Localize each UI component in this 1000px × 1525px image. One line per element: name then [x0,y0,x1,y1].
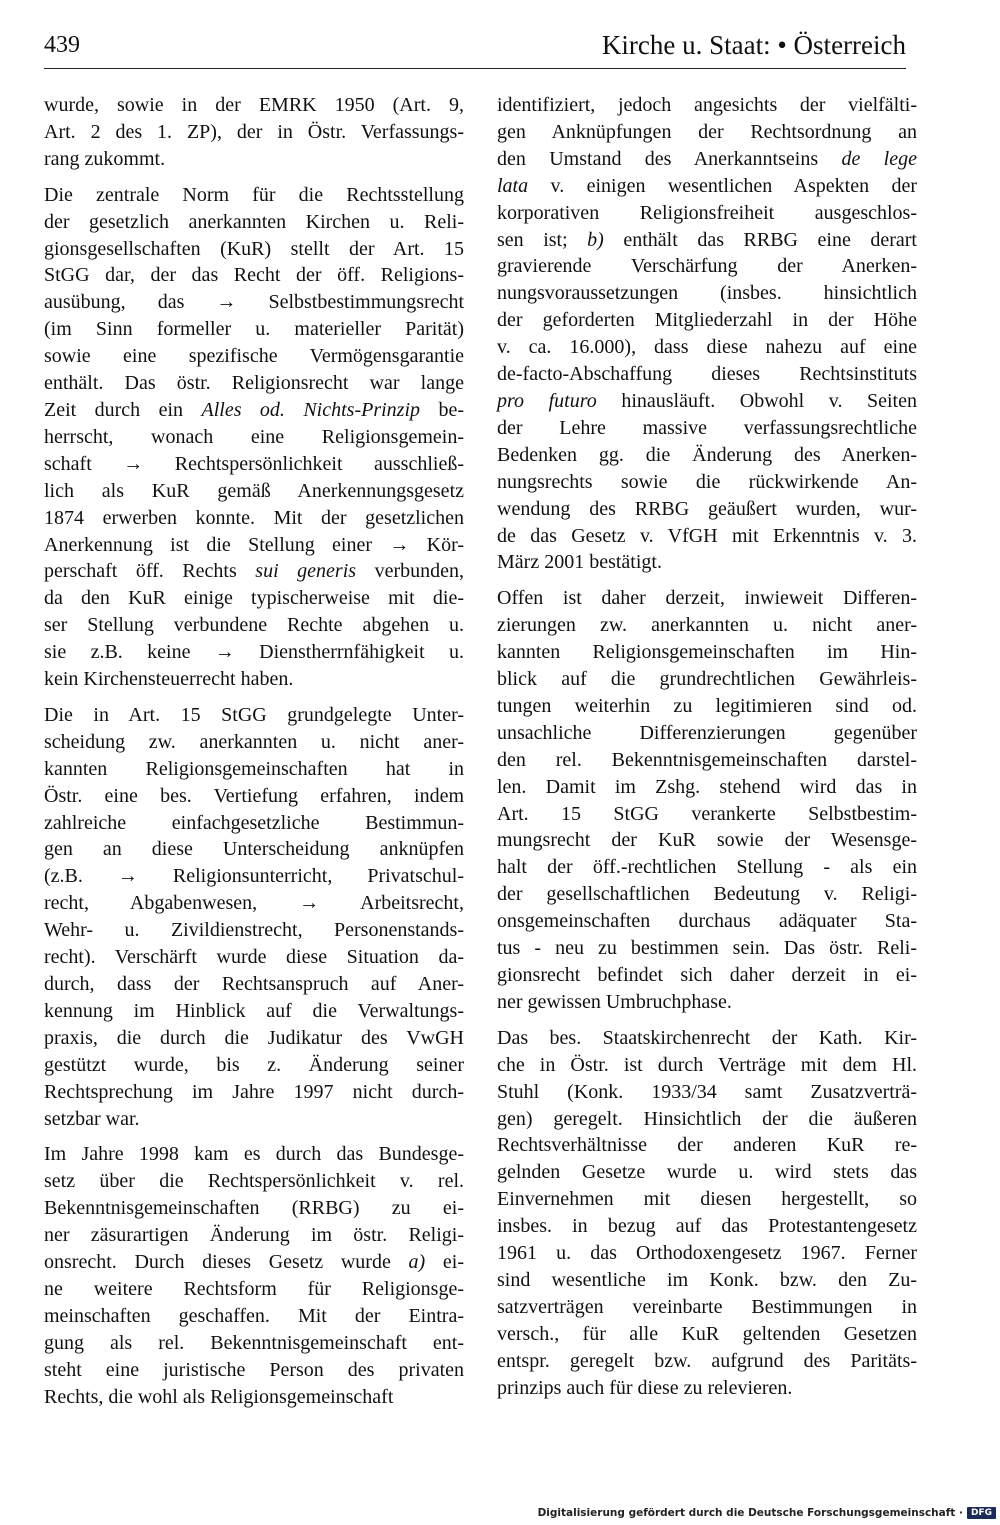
text-line: kannten Religionsgemeinschaften im Hin- [497,641,917,664]
text-line: herrscht, wonach eine Religionsgemein- [44,425,464,448]
text-line: Die in Art. 15 StGG grundgelegte Unter- [44,703,464,726]
text-line: praxis, die durch die Judikatur des VwGH [44,1026,464,1049]
text-line: korporativen Religionsfreiheit ausgeschlos- [497,201,917,224]
header-rule [44,68,906,69]
text-line: Zeit durch ein Alles od. Nichts-Prinzip be- [44,398,464,421]
text-line: wendung des RRBG geäußert wurden, wur- [497,497,917,520]
text-line: Rechtsverhältnisse der anderen KuR re- [497,1134,917,1157]
text-line: der gesetzlich anerkannten Kirchen u. Reli- [44,210,464,233]
text-line: insbes. in bezug auf das Protestantengesetz [497,1215,917,1238]
text-line: meinschaften geschaffen. Mit der Eintra- [44,1304,464,1327]
text-line: Das bes. Staatskirchenrecht der Kath. Kir- [497,1026,917,1049]
paragraph [44,182,464,693]
text-line: ser Stellung verbundene Rechte abgehen u. [44,614,464,637]
paragraph [44,92,464,173]
text-line: Anerkennung ist die Stellung einer → Kör- [44,533,464,556]
text-line: kein Kirchensteuerrecht haben. [44,668,294,691]
text-line: sowie eine spezifische Vermögensgarantie [44,345,464,368]
text-line: gionsgesellschaften (KuR) stellt der Art. 15 [44,237,464,260]
text-line: steht eine juristische Person des privaten [44,1358,464,1381]
text-line: ne weitere Rechtsform für Religionsge- [44,1277,464,1300]
text-line: Im Jahre 1998 kam es durch das Bundesge- [44,1143,464,1166]
text-line: Stuhl (Konk. 1933/34 samt Zusatzverträ- [497,1080,917,1103]
text-line: len. Damit im Zshg. stehend wird das in [497,775,917,798]
text-line: gen an diese Unterscheidung anknüpfen [44,838,464,861]
text-line: Östr. eine bes. Vertiefung erfahren, indem [44,784,464,807]
text-line: lich als KuR gemäß Anerkennungsgesetz [44,479,464,502]
text-line: den Umstand des Anerkanntseins de lege [497,147,917,170]
text-line: der Lehre massive verfassungsrechtliche [497,416,917,439]
text-line: (im Sinn formeller u. materieller Parität) [44,318,464,341]
text-line: ner gewissen Umbruchphase. [497,990,732,1013]
text-line: ner zäsurartigen Änderung im östr. Religi- [44,1224,464,1247]
paragraph [44,1141,464,1410]
paragraph [497,585,917,1016]
text-line: rang zukommt. [44,147,166,170]
text-line: gung als rel. Bekenntnisgemeinschaft ent- [44,1331,464,1354]
dfg-logo: DFG [967,1507,996,1519]
text-line: blick auf die grundrechtlichen Gewährleis- [497,668,917,691]
text-line: gestützt wurde, bis z. Änderung seiner [44,1053,464,1076]
text-line: unsachliche Differenzierungen gegenüber [497,721,917,744]
text-line: enthält. Das östr. Religionsrecht war lange [44,372,464,395]
text-line: Bekenntnisgemeinschaften (RRBG) zu ei- [44,1197,464,1220]
text-line: recht, Abgabenwesen, → Arbeitsrecht, [44,892,464,915]
text-line: Art. 15 StGG verankerte Selbstbestim- [497,802,917,825]
text-line: da den KuR einige typischerweise mit die- [44,587,464,610]
text-line: durch, dass der Rechtsanspruch auf Aner- [44,973,464,995]
text-line: schaft → Rechtspersönlichkeit ausschließ- [44,452,464,475]
text-line: gravierende Verschärfung der Anerken- [497,255,917,278]
text-line: Art. 2 des 1. ZP), der in Östr. Verfassungs- [44,120,464,143]
text-line: halt der öff.-rechtlichen Stellung - als ein [497,856,917,879]
text-line: che in Östr. ist durch Verträge mit dem Hl. [497,1053,917,1076]
text-line: kannten Religionsgemeinschaften hat in [44,757,464,780]
text-line: perschaft öff. Rechts sui generis verbunden, [44,560,465,583]
text-line: zahlreiche einfachgesetzliche Bestimmun- [44,811,464,834]
right-column [497,92,917,1411]
text-line: Bedenken gg. die Änderung des Anerken- [497,443,917,466]
text-line: Rechtsprechung im Jahre 1997 nicht durch- [44,1080,464,1103]
text-line: nungsvoraussetzungen (insbes. hinsichtlich [497,282,917,305]
text-line: der geforderten Mitgliederzahl in der Höhe [497,309,917,332]
text-line: wurde, sowie in der EMRK 1950 (Art. 9, [44,94,464,116]
text-line: gelnden Gesetze wurde u. wird stets das [497,1161,917,1184]
text-line: onsrecht. Durch dieses Gesetz wurde a) ei- [44,1251,464,1274]
text-line: Offen ist daher derzeit, inwieweit Differen- [497,587,917,610]
text-line: onsgemeinschaften durchaus adäquater Sta- [497,910,917,933]
text-line: setz über die Rechtspersönlichkeit v. rel. [44,1170,464,1193]
text-line: sen ist; b) enthält das RRBG eine derart [497,228,917,251]
text-line: pro futuro hinausläuft. Obwohl v. Seiten [497,389,917,412]
text-line: Einvernehmen mit diesen hergestellt, so [497,1188,917,1211]
text-line: StGG dar, der das Recht der öff. Religions- [44,264,464,287]
text-line: lata v. einigen wesentlichen Aspekten der [497,174,917,197]
page-number: 439 [44,32,80,58]
text-line: v. ca. 16.000), dass diese nahezu auf eine [497,336,917,359]
text-line: de das Gesetz v. VfGH mit Erkenntnis v. 3. [497,524,917,547]
text-line: gen) geregelt. Hinsichtlich der die äußeren [497,1107,917,1130]
text-line: zierungen zw. anerkannten u. nicht aner- [497,614,917,637]
text-line: sind wesentliche im Konk. bzw. den Zu- [497,1268,917,1291]
text-line: versch., für alle KuR geltenden Gesetzen [497,1322,917,1345]
text-line: sie z.B. keine → Dienstherrnfähigkeit u. [44,641,464,664]
text-line: kennung im Hinblick auf die Verwaltungs- [44,999,464,1022]
digitization-footer [538,1507,996,1519]
text-line: mungsrecht der KuR sowie der Wesensge- [497,829,917,852]
text-line: 1874 erwerben konnte. Mit der gesetzlichen [44,506,464,529]
text-line: der gesellschaftlichen Bedeutung v. Religi- [497,883,917,906]
text-line: 1961 u. das Orthodoxengesetz 1967. Ferner [497,1242,917,1265]
text-line: setzbar war. [44,1107,140,1130]
text-line: ausübung, das → Selbstbestimmungsrecht [44,291,464,314]
text-line: scheidung zw. anerkannten u. nicht aner- [44,730,464,753]
text-line: Die zentrale Norm für die Rechtsstellung [44,183,464,206]
text-line: tungen weiterhin zu legitimieren sind od. [497,694,917,717]
text-line: März 2001 bestätigt. [497,551,662,574]
paragraph [497,1025,917,1402]
text-line: (z.B. → Religionsunterricht, Privatschul- [44,865,464,888]
text-line: de-facto-Abschaffung dieses Rechtsinstituts [497,363,917,386]
text-line: nungsrechts sowie die rückwirkende An- [497,470,917,493]
text-line: gionsrecht befindet sich daher derzeit in ei- [497,964,917,986]
paragraph [497,92,917,576]
text-line: tus - neu zu bestimmen sein. Das östr. Reli- [497,937,917,960]
text-line: identifiziert, jedoch angesichts der vielfälti- [497,94,917,116]
footer-text: Digitalisierung gefördert durch die Deutsche Forschungsgemeinschaft · [537,1507,963,1519]
text-line: den rel. Bekenntnisgemeinschaften darstel- [497,748,917,771]
text-line: entspr. geregelt bzw. aufgrund des Paritäts- [497,1349,917,1372]
running-head: Kirche u. Staat: • Österreich [601,30,906,60]
text-line: Rechts, die wohl als Religionsgemeinschaft [44,1385,394,1408]
text-line: recht). Verschärft wurde diese Situation da- [44,946,464,969]
text-line: prinzips auch für diese zu relevieren. [497,1376,793,1399]
paragraph [44,702,464,1133]
left-column [44,92,464,1420]
text-line: gen Anknüpfungen der Rechtsordnung an [497,120,917,143]
text-line: Wehr- u. Zivildienstrecht, Personenstands- [44,919,464,942]
text-line: satzverträgen vereinbarte Bestimmungen in [497,1295,917,1318]
